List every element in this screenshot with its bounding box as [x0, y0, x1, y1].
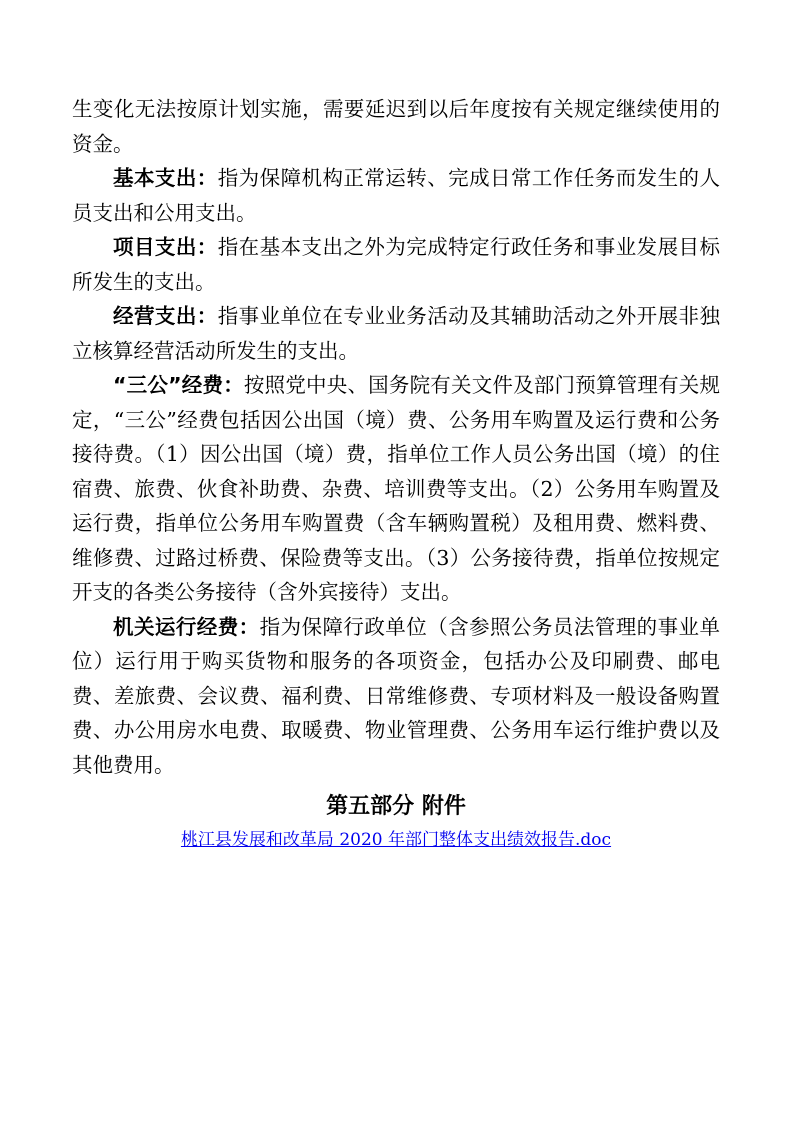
- definition-text: 指在基本支出之外为完成特定行政任务和事业发展目标所发生的支出。: [72, 235, 721, 294]
- definition-term: 经营支出：: [113, 304, 218, 328]
- document-body: [72, 92, 720, 782]
- definition-project-expenditure: [72, 230, 720, 299]
- definition-text: 指事业单位在专业业务活动及其辅助活动之外开展非独立核算经营活动所发生的支出。: [72, 304, 721, 363]
- definition-text: 按照党中央、国务院有关文件及部门预算管理有关规定，“三公”经费包括因公出国（境）费、公务用车购置及运行费和公务接待费。（1）因公出国（境）费，指单位工作人员公务出国（境）的住宿费、旅费、伙食补助费、杂费、培训费等支出。（2）公务用车购置及运行费，指单位公务用车购置费（含车辆购置税）及租用费、燃料费、维修费、过路过桥费、保险费等支出。（3）公务接待费，指单位按规定开支的各类公务接待（含外宾接待）支出。: [72, 373, 720, 604]
- definition-text: 指为保障行政单位（含参照公务员法管理的事业单位）运行用于购买货物和服务的各项资金，包括办公及印刷费、邮电费、差旅费、会议费、福利费、日常维修费、专项材料及一般设备购置费、办公用房水电费、取暖费、物业管理费、公务用车运行维护费以及其他费用。: [72, 614, 720, 777]
- attachment-link[interactable]: 桃江县发展和改革局 2020 年部门整体支出绩效报告.doc: [180, 830, 612, 850]
- definition-term: 基本支出：: [113, 166, 218, 190]
- definition-basic-expenditure: [72, 161, 720, 230]
- definition-text: 指为保障机构正常运转、完成日常工作任务而发生的人员支出和公用支出。: [72, 166, 721, 225]
- definition-term: 项目支出：: [113, 235, 218, 259]
- definition-agency-operating-funds: [72, 610, 720, 783]
- definition-term: “三公”经费：: [113, 373, 244, 397]
- continuation-paragraph: 生变化无法按原计划实施，需要延迟到以后年度按有关规定继续使用的资金。: [72, 97, 720, 156]
- definition-three-public-funds: [72, 368, 720, 610]
- definition-operating-expenditure: [72, 299, 720, 368]
- definition-term: 机关运行经费：: [113, 614, 260, 639]
- section-heading: 第五部分 附件: [326, 794, 466, 819]
